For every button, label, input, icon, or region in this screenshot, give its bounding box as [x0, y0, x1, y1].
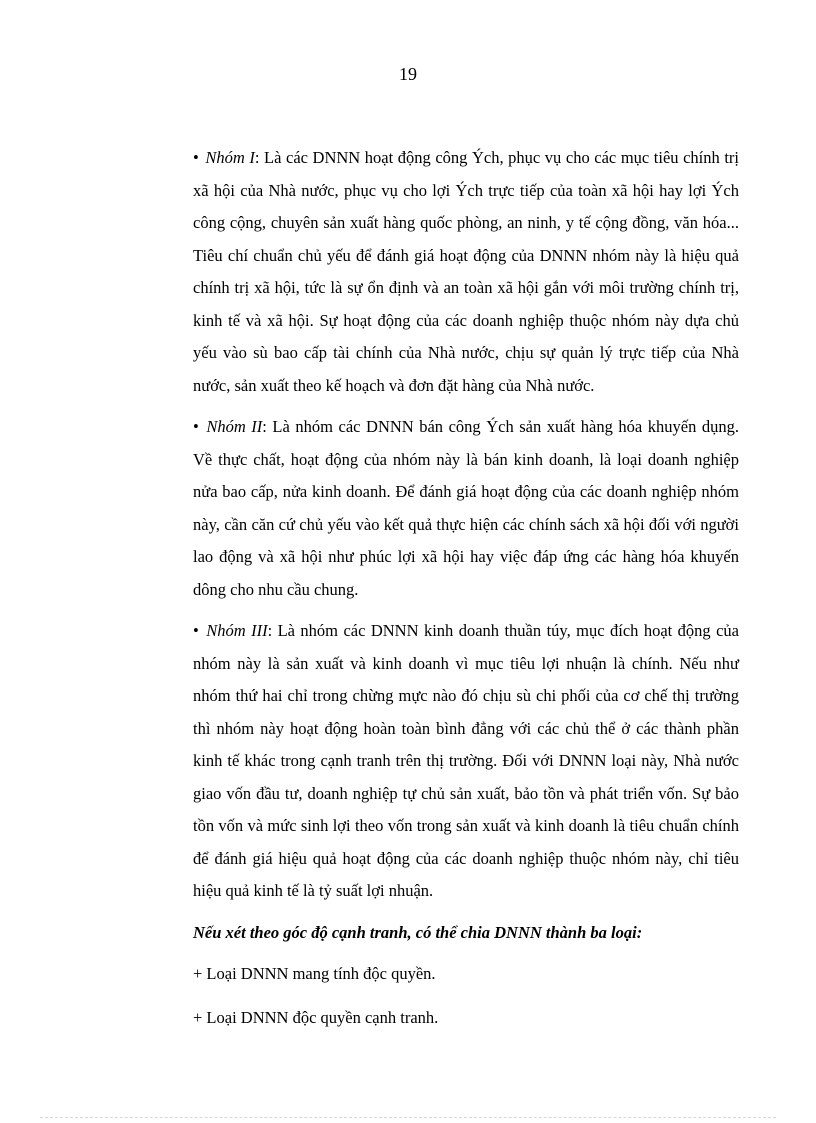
document-body — [193, 142, 739, 1045]
group-2-name: Nhóm II — [206, 417, 263, 436]
group-3-body: : Là nhóm các DNNN kinh doanh thuần túy, mục đích hoạt động của nhóm này là sản xuất và kinh doanh vì mục tiêu lợi nhuận là chính. Nếu như nhóm thứ hai chỉ trong chừng mực nào đó chịu sù chi phối của cơ chế thị trường thì nhóm này hoạt động hoàn toàn bình đẳng với các chủ thể ở các thành phần kinh tế khác trong cạnh tranh trên thị trường. Đối với DNNN loại này, Nhà nước giao vốn đầu tư, doanh nghiệp tự chủ sản xuất, bảo tồn và phát triển vốn. Sự bảo tồn vốn và mức sinh lợi theo vốn trong sản xuất và kinh doanh là tiêu chuẩn chính để đánh giá hiệu quả hoạt động của các doanh nghiệp thuộc nhóm này, chỉ tiêu hiệu quả kinh tế là tỷ suất lợi nhuận. — [193, 621, 740, 900]
group-2-body: : Là nhóm các DNNN bán công Ých sản xuất hàng hóa khuyến dụng. Về thực chất, hoạt động của nhóm này là bán kinh doanh, là loại doanh nghiệp nửa bao cấp, nửa kinh doanh. Để đánh giá hoạt động của các doanh nghiệp nhóm này, cần căn cứ chủ yếu vào kết quả thực hiện các chính sách xã hội đối với người lao động và xã hội như phúc lợi xã hội hay việc đáp ứng các hàng hóa khuyến dông cho nhu cầu chung. — [193, 417, 739, 599]
group-1-bullet: • — [193, 148, 199, 167]
group-1-paragraph — [193, 142, 739, 402]
group-2-bullet: • — [193, 417, 199, 436]
group-3-name: Nhóm III — [206, 621, 268, 640]
group-1-body: : Là các DNNN hoạt động công Ých, phục vụ cho các mục tiêu chính trị xã hội của Nhà nước, phục vụ cho lợi Ých trực tiếp của toàn xã hội hay lợi Ých công cộng, chuyên sản xuất hàng quốc phòng, an ninh, y tế cộng đồng, văn hóa... Tiêu chí chuẩn chủ yếu để đánh giá hoạt động của DNNN nhóm này là hiệu quả chính trị xã hội, tức là sự ổn định và an toàn xã hội gắn với môi trường chính trị, kinh tế và xã hội. Sự hoạt động của các doanh nghiệp thuộc nhóm này dựa chủ yếu vào sù bao cấp tài chính của Nhà nước, chịu sự quản lý trực tiếp của Nhà nước, sản xuất theo kế hoạch và đơn đặt hàng của Nhà nước. — [193, 148, 740, 395]
page-number: 19 — [399, 64, 417, 84]
competition-heading: Nếu xét theo góc độ cạnh tranh, có thể chia DNNN thành ba loại: — [193, 922, 643, 942]
competition-item-1: + Loại DNNN mang tính độc quyền. — [193, 964, 436, 983]
group-3-bullet: • — [193, 621, 199, 640]
group-1-name: Nhóm I — [205, 148, 255, 167]
competition-item-2: + Loại DNNN độc quyền cạnh tranh. — [193, 1007, 439, 1027]
page-bottom-rule — [40, 1117, 776, 1118]
group-2-paragraph — [193, 411, 739, 606]
group-3-paragraph — [193, 615, 739, 908]
